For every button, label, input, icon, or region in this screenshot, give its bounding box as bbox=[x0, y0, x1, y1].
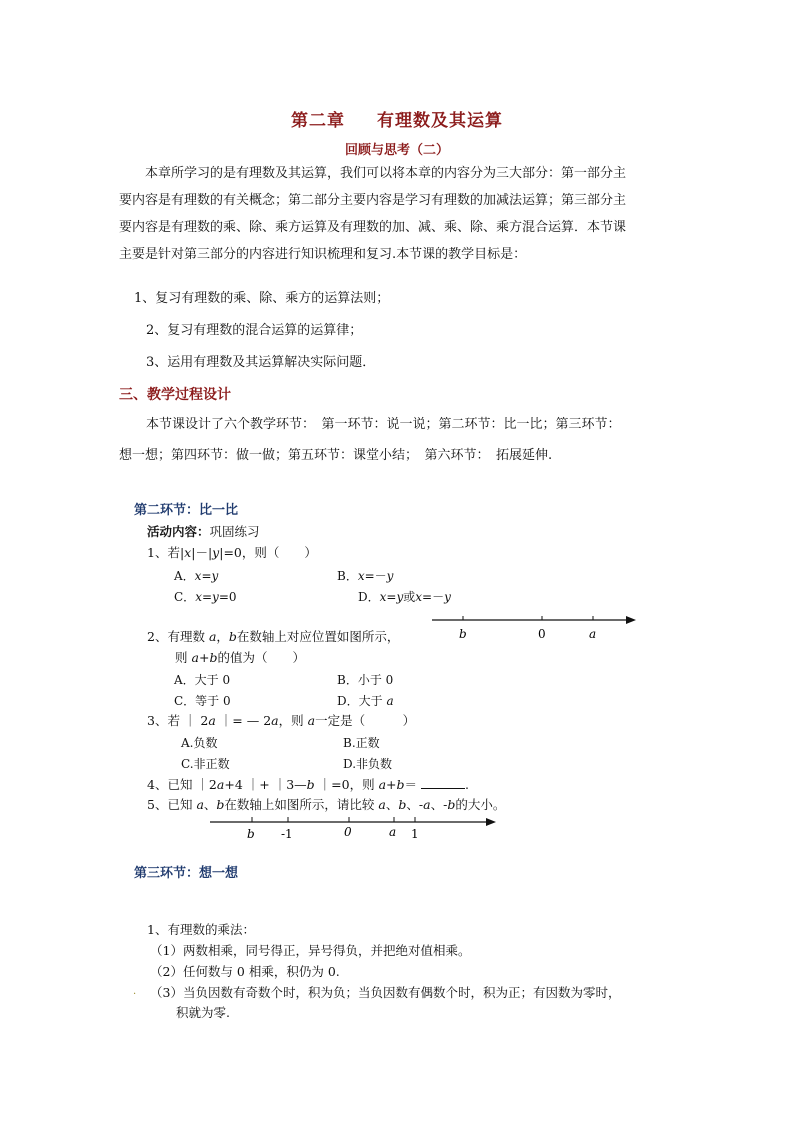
number-line-2 bbox=[208, 814, 498, 848]
stage3-line-1: 1、有理数的乘法： bbox=[147, 922, 255, 937]
q2-option-b: B．小于 0 bbox=[337, 673, 394, 687]
question-1: 1、若|x|－|y|=0，则（ ） bbox=[147, 545, 317, 560]
q1-option-c: C．x=y=0 bbox=[174, 590, 237, 604]
question-4: 4、已知 ｜2a+4 ｜+ ｜3—b ｜=0，则 a+b＝ . bbox=[147, 777, 469, 792]
q2-option-d: D．大于 a bbox=[337, 694, 394, 708]
q1-option-b: B．x=－y bbox=[337, 569, 394, 583]
activity-label: 活动内容： bbox=[147, 524, 210, 539]
stage3-heading: 第三环节：想一想 bbox=[134, 866, 239, 881]
activity-line bbox=[147, 522, 260, 542]
axis1-label-a: a bbox=[589, 627, 597, 641]
chapter-number: 第二章 bbox=[291, 111, 345, 131]
axis2-label-b: b bbox=[247, 827, 255, 841]
intro-line-3: 要内容是有理数的乘、除、乘方运算及有理数的加、减、乘、除、乘方混合运算．本节课 bbox=[119, 220, 627, 235]
answer-blank bbox=[421, 776, 465, 789]
question-2-line-2: 则 a+b的值为（ ） bbox=[175, 650, 305, 665]
stage2-heading: 第二环节：比一比 bbox=[134, 503, 239, 518]
page-subtitle: 回顾与思考（二） bbox=[344, 143, 449, 158]
number-line-1 bbox=[430, 610, 640, 644]
q2-option-a: A．大于 0 bbox=[174, 673, 231, 687]
intro-line-2: 要内容是有理数的有关概念；第二部分主要内容是学习有理数的加减法运算；第三部分主 bbox=[119, 193, 627, 208]
axis1-label-0: 0 bbox=[538, 627, 546, 641]
stage3-line-2: （1）两数相乘，同号得正，异号得负，并把绝对值相乘。 bbox=[150, 943, 471, 958]
goal-2: 2、复习有理数的混合运算的运算律； bbox=[146, 323, 363, 338]
axis2-label-0: 0 bbox=[344, 825, 352, 839]
goal-1: 1、复习有理数的乘、除、乘方的运算法则； bbox=[134, 291, 390, 306]
question-3: 3、若 ｜ 2a ｜= — 2a，则 a一定是（ ） bbox=[147, 713, 416, 728]
activity-text: 巩固练习 bbox=[209, 524, 260, 539]
question-5: 5、已知 a、b在数轴上如图所示，请比较 a、b、-a、-b的大小。 bbox=[147, 797, 506, 812]
section-line-1: 本节课设计了六个教学环节： 第一环节：说一说；第二环节：比一比；第三环节： bbox=[146, 417, 621, 432]
axis2-label-minus1: -1 bbox=[281, 827, 293, 841]
q1-option-a: A．x=y bbox=[174, 569, 219, 583]
section-line-2: 想一想；第四环节：做一做；第五环节：课堂小结； 第六环节： 拓展延伸. bbox=[119, 448, 553, 463]
margin-dot: . bbox=[133, 986, 137, 997]
section-heading: 三、教学过程设计 bbox=[119, 387, 231, 403]
intro-line-4: 主要是针对第三部分的内容进行知识梳理和复习.本节课的教学目标是： bbox=[119, 247, 527, 262]
axis2-label-a: a bbox=[389, 825, 397, 839]
arrow-head bbox=[486, 818, 496, 826]
q1-option-d: D．x=y或x=－y bbox=[358, 590, 451, 604]
question-2-line-1: 2、有理数 a，b在数轴上对应位置如图所示， bbox=[147, 629, 400, 644]
arrow-head bbox=[626, 616, 636, 624]
stage3-line-4: （3）当负因数有奇数个时，积为负；当负因数有偶数个时，积为正；有因数为零时， bbox=[150, 985, 621, 1000]
stage3-line-3: （2）任何数与 0 相乘，积仍为 0. bbox=[150, 964, 340, 979]
axis1-label-b: b bbox=[459, 627, 467, 641]
q3-option-a: A.负数 bbox=[181, 736, 218, 750]
axis2-label-1: 1 bbox=[411, 827, 419, 841]
stage3-line-5: 积就为零. bbox=[176, 1005, 230, 1020]
chapter-name: 有理数及其运算 bbox=[377, 111, 503, 131]
q2-option-c: C．等于 0 bbox=[174, 694, 231, 708]
intro-line-1: 本章所学习的是有理数及其运算，我们可以将本章的内容分为三大部分：第一部分主 bbox=[145, 166, 627, 181]
goal-3: 3、运用有理数及其运算解决实际问题． bbox=[146, 355, 376, 370]
page-title bbox=[0, 106, 794, 131]
q3-option-b: B.正数 bbox=[343, 736, 380, 750]
q3-option-c: C.非正数 bbox=[181, 757, 230, 771]
q3-option-d: D.非负数 bbox=[343, 757, 393, 771]
